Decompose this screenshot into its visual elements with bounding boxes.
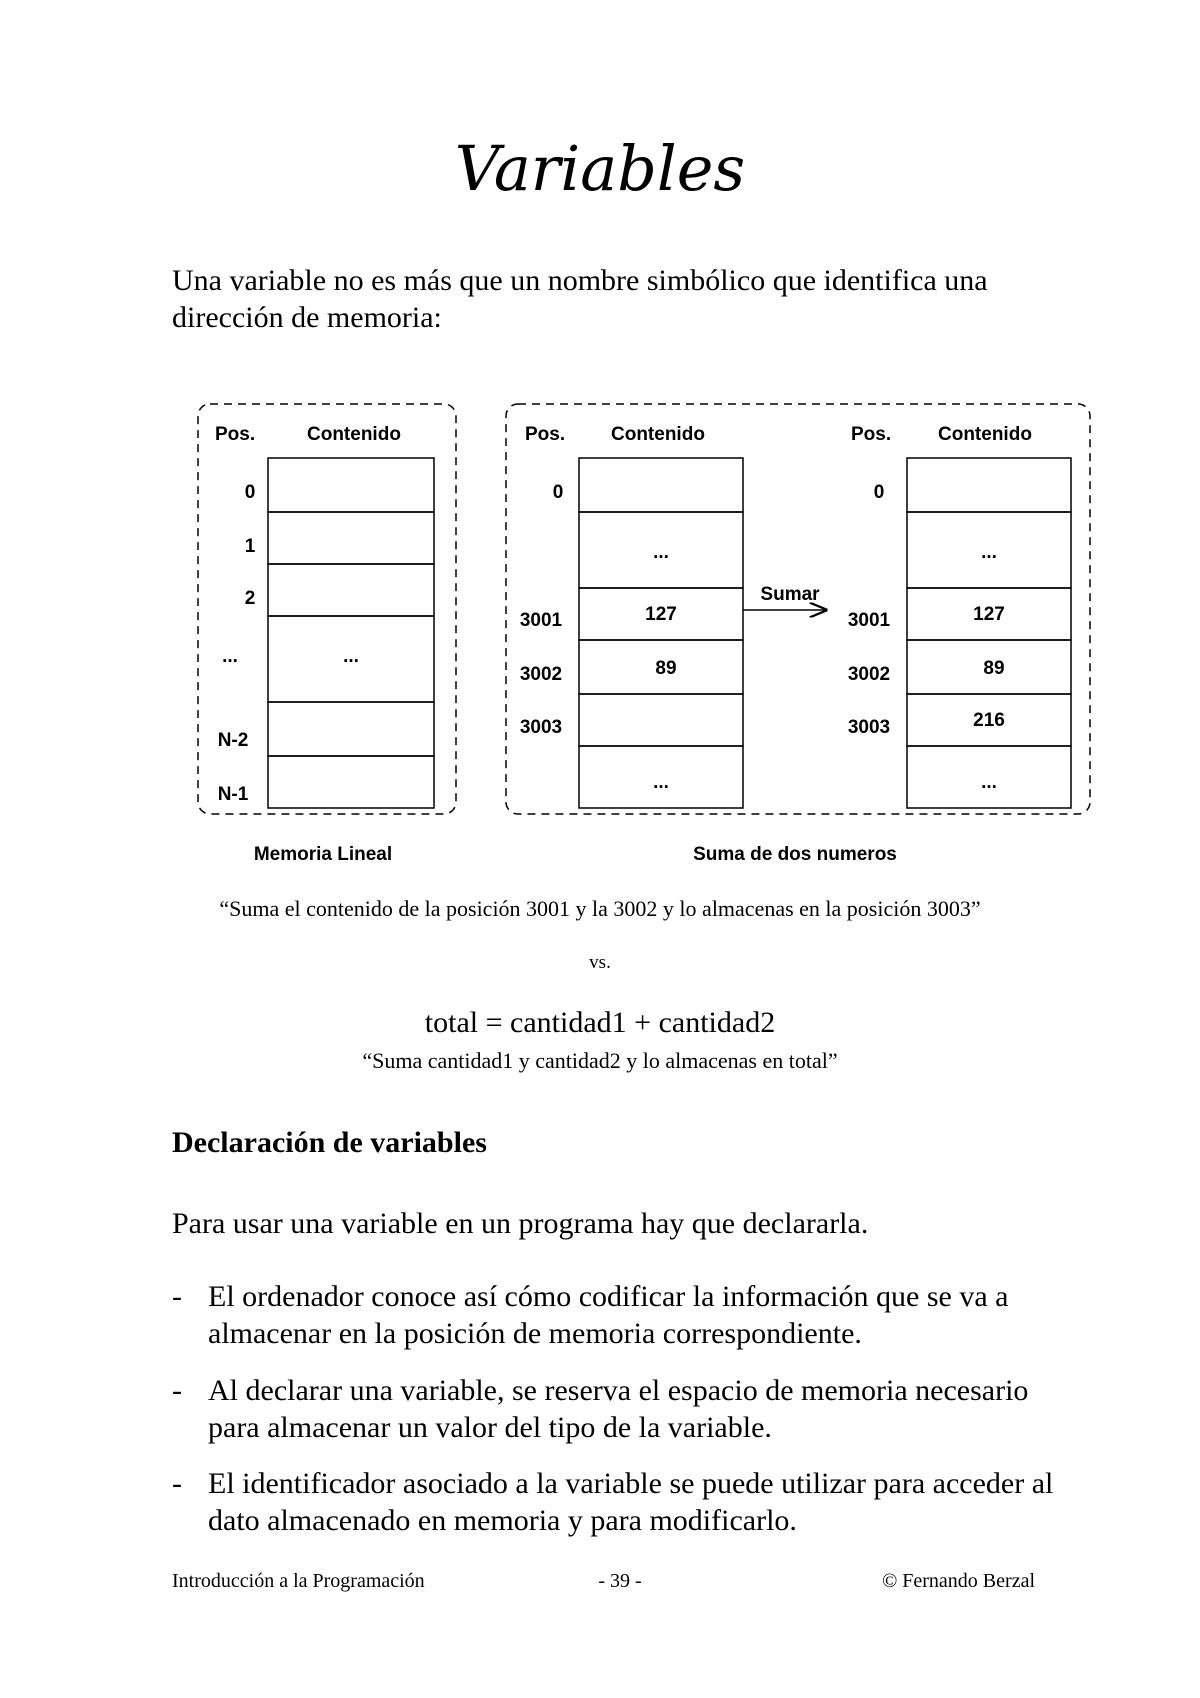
left-cell-2 [268,564,434,616]
footer-author: © Fernando Berzal [882,1570,1035,1592]
footer-page-number: - 39 - [598,1570,642,1592]
quote-variables: “Suma cantidad1 y cantidad2 y lo almacenas en total” [362,1048,838,1073]
left-cell-n1 [268,756,434,808]
right-before-header-contenido: Contenido [611,424,705,445]
bullet-dash: - [172,1280,182,1313]
bullet-text: El identificador asociado a la variable se puede utilizar para acceder al dato almacenado en memoria y para modificarlo. [208,1467,1054,1537]
left-pos-1: 1 [244,536,256,557]
before-pos-3003: 3003 [519,717,563,738]
left-pos-0: 0 [244,482,256,503]
after-value-3001: 127 [973,604,1005,625]
right-after-header-pos: Pos. [851,424,892,445]
right-panel [506,404,1090,865]
left-header-contenido: Contenido [307,424,401,445]
left-pos-n2: N-2 [217,730,249,751]
right-caption: Suma de dos numeros [693,844,897,865]
before-pos-3002: 3002 [519,664,563,685]
left-caption: Memoria Lineal [253,844,393,865]
intro-paragraph: Una variable no es más que un nombre simbólico que identifica una dirección de memoria: [172,264,988,334]
left-header-pos: Pos. [215,424,256,445]
after-pos-3002: 3002 [847,664,891,685]
bullet-dash: - [172,1374,182,1407]
after-pos-0: 0 [873,482,885,503]
bullet-dash: - [172,1467,182,1500]
before-value-ellipsis-2: ... [653,772,669,793]
left-cell-n2 [268,702,434,756]
variable-expression: total = cantidad1 + cantidad2 [424,1006,776,1039]
before-pos-0: 0 [552,482,564,503]
page-title: Variables [454,132,746,205]
after-value-ellipsis-2: ... [981,772,997,793]
right-before-header-pos: Pos. [525,424,566,445]
after-pos-3003: 3003 [847,717,891,738]
after-pos-3001: 3001 [847,610,891,631]
before-pos-3001: 3001 [519,610,563,631]
before-cell-0 [579,458,743,512]
memory-diagram [0,390,1200,870]
section-heading: Declaración de variables [172,1126,487,1159]
left-cell-1 [268,512,434,564]
left-panel-border [198,404,456,814]
quote-memory-addresses: “Suma el contenido de la posición 3001 y la 3002 y lo almacenas en la posición 3003” [219,896,981,921]
left-pos-n1: N-1 [217,784,249,805]
before-value-3002: 89 [655,658,677,679]
after-cell-0 [907,458,1071,512]
before-value-3001: 127 [645,604,677,625]
left-cell-ellipsis-text: ... [343,646,359,667]
left-pos-ellipsis: ... [222,646,238,667]
after-value-ellipsis-1: ... [981,542,997,563]
left-pos-2: 2 [244,588,256,609]
right-after-header-contenido: Contenido [938,424,1032,445]
after-value-3002: 89 [983,658,1005,679]
left-panel [198,404,456,865]
before-value-ellipsis-1: ... [653,542,669,563]
lead-paragraph: Para usar una variable en un programa hay que declararla. [172,1207,869,1240]
left-cell-0 [268,458,434,512]
before-cell-3003 [579,694,743,746]
footer-book-title: Introducción a la Programación [172,1570,425,1592]
bullet-text: El ordenador conoce así cómo codificar la información que se va a almacenar en la posición de memoria correspondiente. [208,1280,1009,1350]
versus-label: vs. [589,952,611,973]
bullet-text: Al declarar una variable, se reserva el espacio de memoria necesario para almacenar un valor del tipo de la variable. [208,1374,1029,1444]
after-value-3003: 216 [973,710,1005,731]
sumar-label: Sumar [760,584,820,605]
